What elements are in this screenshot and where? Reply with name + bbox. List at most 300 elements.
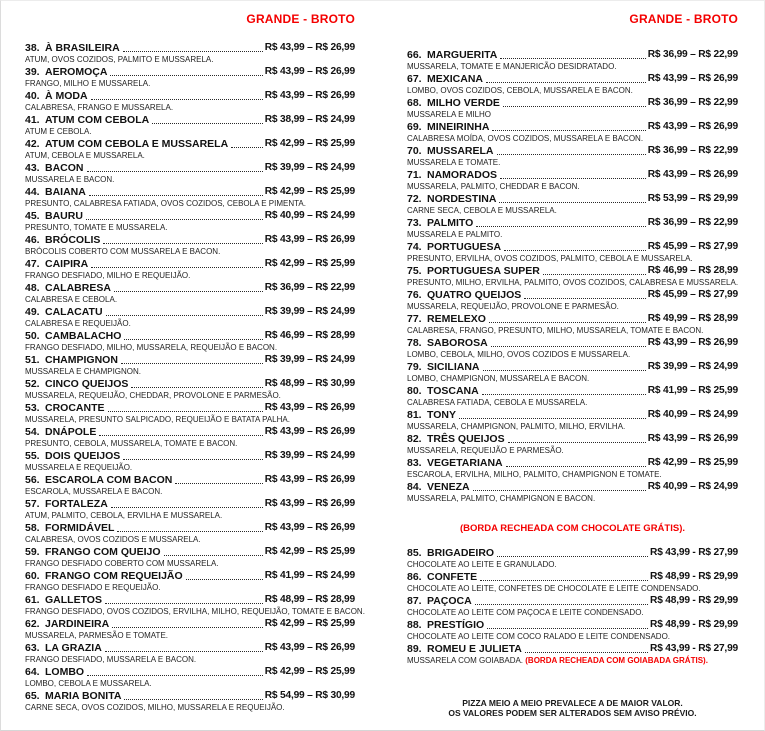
dotted-leader: [124, 339, 262, 340]
dotted-leader: [491, 346, 646, 347]
item-description: [25, 463, 355, 473]
item-price: R$ 42,99 – R$ 25,99: [264, 546, 355, 557]
menu-item-title-row: [407, 96, 738, 109]
menu-item-title-row: [407, 240, 738, 253]
menu-item: [25, 161, 355, 185]
item-description: [25, 607, 365, 617]
item-description-text: CARNE SECA, OVOS COZIDOS, MILHO, MUSSARELA E REQUEIJÃO.: [25, 703, 285, 712]
menu-item: [25, 185, 355, 209]
dotted-leader: [476, 226, 645, 227]
item-price: R$ 48,99 – R$ 30,99: [264, 378, 355, 389]
item-description: [25, 175, 355, 185]
item-price: R$ 40,99 – R$ 24,99: [264, 210, 355, 221]
menu-item: [407, 480, 738, 504]
item-number: 79.: [407, 361, 422, 373]
item-price: R$ 48,99 - R$ 29,99: [650, 619, 738, 630]
item-price: R$ 43,99 – R$ 26,99: [264, 522, 355, 533]
item-name: TONY: [427, 409, 456, 421]
item-description: [407, 374, 738, 384]
item-description: [25, 55, 355, 65]
item-number: 56.: [25, 474, 40, 486]
item-name: DNÁPOLE: [45, 426, 97, 438]
dotted-leader: [108, 411, 263, 412]
menu-item: [25, 689, 355, 713]
item-number: 77.: [407, 313, 422, 325]
item-price: R$ 36,99 – R$ 22,99: [647, 145, 738, 156]
item-price: R$ 39,99 – R$ 24,99: [264, 306, 355, 317]
item-description: [25, 247, 355, 257]
item-name: DOIS QUEIJOS: [45, 450, 121, 462]
item-number: 68.: [407, 97, 422, 109]
item-price: R$ 43,99 – R$ 26,99: [264, 642, 355, 653]
pizza-list-right: [407, 48, 738, 504]
dotted-leader: [91, 267, 263, 268]
dotted-leader: [123, 459, 262, 460]
item-description-text: ATUM, CEBOLA E MUSSARELA.: [25, 151, 145, 160]
item-description: [407, 206, 738, 216]
dotted-leader: [86, 219, 263, 220]
menu-item-title-row: [25, 161, 355, 174]
menu-item: [25, 449, 355, 473]
item-number: 50.: [25, 330, 40, 342]
item-description: [407, 110, 738, 120]
menu-item: [25, 353, 355, 377]
item-description-text: PRESUNTO, CALABRESA FATIADA, OVOS COZIDOS, CEBOLA E PIMENTA.: [25, 199, 306, 208]
item-price: R$ 46,99 – R$ 28,99: [647, 265, 738, 276]
item-price: R$ 43,99 – R$ 26,99: [264, 474, 355, 485]
dotted-leader: [106, 315, 263, 316]
item-name: MUSSARELA: [427, 145, 494, 157]
item-price: R$ 36,99 – R$ 22,99: [647, 217, 738, 228]
item-name: AEROMOÇA: [45, 66, 108, 78]
dotted-leader: [103, 243, 262, 244]
item-number: 57.: [25, 498, 40, 510]
item-price: R$ 42,99 – R$ 25,99: [647, 457, 738, 468]
item-description-text: PRESUNTO, TOMATE E MUSSARELA.: [25, 223, 168, 232]
item-name: ROMEU E JULIETA: [427, 643, 522, 655]
item-price: R$ 42,99 – R$ 25,99: [264, 138, 355, 149]
item-name: CALACATU: [45, 306, 103, 318]
menu-column-right: [407, 1, 738, 718]
item-name: PRESTÍGIO: [427, 619, 485, 631]
dotted-leader: [492, 130, 645, 131]
item-price: R$ 42,99 – R$ 25,99: [264, 186, 355, 197]
menu-item: [407, 408, 738, 432]
dotted-leader: [87, 675, 263, 676]
menu-item: [25, 281, 355, 305]
item-description-text: FRANGO DESFIADO, MILHO E REQUEIJÃO.: [25, 271, 191, 280]
item-number: 71.: [407, 169, 422, 181]
menu-item: [407, 192, 738, 216]
menu-item-title-row: [25, 329, 355, 342]
dotted-leader: [105, 651, 263, 652]
item-price: R$ 43,99 – R$ 26,99: [647, 169, 738, 180]
item-name: FRANGO COM QUEIJO: [45, 546, 161, 558]
dotted-leader: [117, 531, 262, 532]
item-description-text: MUSSARELA, TOMATE E MANJERICÃO DESIDRATADO.: [407, 62, 617, 71]
menu-item-title-row: [25, 185, 355, 198]
item-price: R$ 43,99 – R$ 26,99: [264, 90, 355, 101]
menu-item-title-row: [25, 233, 355, 246]
item-name: BAURU: [45, 210, 83, 222]
item-number: 41.: [25, 114, 40, 126]
item-description: [407, 62, 738, 72]
menu-item-title-row: [25, 305, 355, 318]
item-name: BAIANA: [45, 186, 86, 198]
dotted-leader: [131, 387, 262, 388]
item-description-text: PRESUNTO, CEBOLA, MUSSARELA, TOMATE E BACON.: [25, 439, 238, 448]
item-name: REMELEXO: [427, 313, 486, 325]
dotted-leader: [483, 370, 646, 371]
item-number: 62.: [25, 618, 40, 630]
menu-item: [25, 617, 355, 641]
menu-item: [407, 144, 738, 168]
item-number: 39.: [25, 66, 40, 78]
item-description-text: MUSSARELA, PALMITO, CHEDDAR E BACON.: [407, 182, 580, 191]
dotted-leader: [473, 490, 646, 491]
item-description-red-note: (BORDA RECHEADA COM GOIABADA GRÁTIS).: [525, 656, 708, 665]
dotted-leader: [482, 394, 646, 395]
item-name: ATUM COM CEBOLA E MUSSARELA: [45, 138, 229, 150]
menu-item: [25, 641, 355, 665]
dotted-leader: [500, 178, 646, 179]
item-description: [25, 103, 355, 113]
item-number: 63.: [25, 642, 40, 654]
item-description-text: CHOCOLATE AO LEITE COM PAÇOCA E LEITE CONDENSADO.: [407, 608, 644, 617]
item-name: PAÇOCA: [427, 595, 472, 607]
item-description-text: CALABRESA, FRANGO E MUSSARELA.: [25, 103, 174, 112]
menu-item-title-row: [407, 642, 738, 655]
item-name: PORTUGUESA: [427, 241, 502, 253]
item-description-text: MUSSARELA COM GOIABADA.: [407, 656, 526, 665]
menu-item-title-row: [407, 594, 738, 607]
menu-item: [407, 360, 738, 384]
menu-item: [25, 377, 355, 401]
item-price: R$ 38,99 – R$ 24,99: [264, 114, 355, 125]
dotted-leader: [487, 628, 648, 629]
item-description: [407, 398, 738, 408]
item-number: 89.: [407, 643, 422, 655]
item-number: 40.: [25, 90, 40, 102]
menu-item: [25, 665, 355, 689]
item-number: 61.: [25, 594, 40, 606]
item-description: [407, 350, 738, 360]
item-price: R$ 48,99 – R$ 28,99: [264, 594, 355, 605]
menu-item: [25, 425, 355, 449]
item-description-text: MUSSARELA, PRESUNTO SALPICADO, REQUEIJÃO E BATATA PALHA.: [25, 415, 290, 424]
item-number: 76.: [407, 289, 422, 301]
item-name: GALLETOS: [45, 594, 102, 606]
footer-line-2: OS VALORES PODEM SER ALTERADOS SEM AVISO PRÉVIO.: [448, 708, 697, 718]
item-number: 86.: [407, 571, 422, 583]
menu-item: [25, 209, 355, 233]
item-description: [407, 656, 738, 666]
item-description-text: ATUM E CEBOLA.: [25, 127, 92, 136]
dotted-leader: [475, 604, 648, 605]
item-name: JARDINEIRA: [45, 618, 110, 630]
item-number: 46.: [25, 234, 40, 246]
menu-item: [407, 336, 738, 360]
item-number: 47.: [25, 258, 40, 270]
item-name: MARIA BONITA: [45, 690, 122, 702]
menu-item-title-row: [25, 425, 355, 438]
menu-item: [407, 546, 738, 570]
menu-item-title-row: [25, 593, 355, 606]
item-description: [407, 470, 738, 480]
dotted-leader: [497, 556, 648, 557]
item-description-text: LOMBO, CEBOLA, MILHO, OVOS COZIDOS E MUSSARELA.: [407, 350, 631, 359]
item-description: [407, 158, 738, 168]
dotted-leader: [112, 627, 263, 628]
item-description: [25, 655, 355, 665]
menu-item-title-row: [25, 137, 355, 150]
item-description: [25, 343, 355, 353]
item-description-text: MUSSARELA, PALMITO, CHAMPIGNON E BACON.: [407, 494, 596, 503]
item-description: [25, 271, 355, 281]
item-number: 69.: [407, 121, 422, 133]
dotted-leader: [497, 154, 646, 155]
item-name: PORTUGUESA SUPER: [427, 265, 540, 277]
dotted-leader: [105, 603, 263, 604]
menu-item: [25, 257, 355, 281]
item-description: [407, 560, 738, 570]
item-price: R$ 43,99 – R$ 26,99: [264, 498, 355, 509]
menu-item: [407, 288, 738, 312]
item-description-text: CHOCOLATE AO LEITE, CONFETES DE CHOCOLATE E LEITE CONDENSADO.: [407, 584, 701, 593]
menu-item: [407, 570, 738, 594]
menu-item-title-row: [407, 384, 738, 397]
item-description-text: MUSSARELA, CHAMPIGNON, PALMITO, MILHO, ERVILHA.: [407, 422, 626, 431]
item-name: BRIGADEIRO: [427, 547, 495, 559]
dotted-leader: [175, 483, 262, 484]
menu-item-title-row: [25, 401, 355, 414]
item-name: CROCANTE: [45, 402, 105, 414]
item-description-text: BRÓCOLIS COBERTO COM MUSSARELA E BACON.: [25, 247, 221, 256]
item-description-text: CHOCOLATE AO LEITE E GRANULADO.: [407, 560, 557, 569]
item-number: 75.: [407, 265, 422, 277]
item-name: CONFETE: [427, 571, 478, 583]
dotted-leader: [121, 363, 263, 364]
item-description: [25, 295, 355, 305]
item-name: NAMORADOS: [427, 169, 497, 181]
menu-item-title-row: [25, 65, 355, 78]
item-number: 82.: [407, 433, 422, 445]
item-description: [25, 199, 355, 209]
menu-item-title-row: [25, 377, 355, 390]
menu-item-title-row: [407, 456, 738, 469]
menu-item-title-row: [407, 288, 738, 301]
item-description-text: CALABRESA FATIADA, CEBOLA E MUSSARELA.: [407, 398, 588, 407]
item-number: 52.: [25, 378, 40, 390]
dotted-leader: [123, 51, 263, 52]
item-description-text: CALABRESA, OVOS COZIDOS E MUSSARELA.: [25, 535, 201, 544]
item-description: [407, 632, 738, 642]
item-price: R$ 43,99 – R$ 26,99: [264, 402, 355, 413]
item-price: R$ 45,99 – R$ 27,99: [647, 289, 738, 300]
item-description-text: ATUM, OVOS COZIDOS, PALMITO E MUSSARELA.: [25, 55, 214, 64]
item-name: TRÊS QUEIJOS: [427, 433, 505, 445]
menu-item: [407, 72, 738, 96]
menu-item-title-row: [407, 48, 738, 61]
item-name: CAIPIRA: [45, 258, 89, 270]
menu-item-title-row: [407, 264, 738, 277]
item-number: 64.: [25, 666, 40, 678]
item-price: R$ 43,99 – R$ 26,99: [647, 433, 738, 444]
dotted-leader: [87, 171, 263, 172]
item-number: 48.: [25, 282, 40, 294]
item-price: R$ 43,99 – R$ 26,99: [647, 73, 738, 84]
item-description-text: ESCAROLA, MUSSARELA E BACON.: [25, 487, 163, 496]
item-description: [25, 679, 355, 689]
item-price: R$ 43,99 – R$ 26,99: [647, 337, 738, 348]
dotted-leader: [91, 99, 263, 100]
menu-item-title-row: [407, 408, 738, 421]
menu-item: [25, 521, 355, 545]
item-number: 88.: [407, 619, 422, 631]
dotted-leader: [506, 466, 646, 467]
item-number: 60.: [25, 570, 40, 582]
item-description-text: MUSSARELA, REQUEIJÃO E PARMESÃO.: [407, 446, 564, 455]
menu-item-title-row: [25, 113, 355, 126]
item-description-text: MUSSARELA E REQUEIJÃO.: [25, 463, 133, 472]
dotted-leader: [499, 202, 645, 203]
item-number: 51.: [25, 354, 40, 366]
item-description: [407, 278, 738, 288]
item-price: R$ 42,99 – R$ 25,99: [264, 666, 355, 677]
menu-item: [407, 48, 738, 72]
item-description: [407, 326, 738, 336]
menu-item-title-row: [407, 216, 738, 229]
pizza-list-left: [25, 41, 365, 713]
menu-item: [407, 456, 738, 480]
menu-item: [25, 137, 355, 161]
menu-item-title-row: [25, 665, 355, 678]
item-description: [407, 302, 738, 312]
item-description: [407, 134, 738, 144]
menu-item-title-row: [25, 689, 355, 702]
item-number: 80.: [407, 385, 422, 397]
item-name: ESCAROLA COM BACON: [45, 474, 173, 486]
item-description-text: FRANGO, MILHO E MUSSARELA.: [25, 79, 151, 88]
menu-item: [407, 642, 738, 666]
item-number: 73.: [407, 217, 422, 229]
menu-item-title-row: [25, 281, 355, 294]
menu-item: [25, 41, 355, 65]
item-description-text: MUSSARELA E TOMATE.: [407, 158, 501, 167]
item-number: 42.: [25, 138, 40, 150]
item-description: [25, 511, 355, 521]
menu-item: [25, 545, 355, 569]
item-price: R$ 39,99 – R$ 24,99: [264, 450, 355, 461]
menu-item: [25, 497, 355, 521]
menu-item: [25, 305, 355, 329]
item-name: À BRASILEIRA: [45, 42, 120, 54]
item-price: R$ 43,99 - R$ 27,99: [650, 643, 738, 654]
footer-line-1: PIZZA MEIO A MEIO PREVALECE A DE MAIOR VALOR.: [462, 698, 683, 708]
menu-item-title-row: [407, 360, 738, 373]
item-description: [25, 439, 355, 449]
item-number: 43.: [25, 162, 40, 174]
menu-item-title-row: [25, 257, 355, 270]
item-name: FRANGO COM REQUEIJÃO: [45, 570, 183, 582]
item-name: ATUM COM CEBOLA: [45, 114, 150, 126]
menu-item-title-row: [25, 353, 355, 366]
item-description-text: MUSSARELA, REQUEIJÃO, CHEDDAR, PROVOLONE E PARMESÃO.: [25, 391, 281, 400]
dotted-leader: [500, 58, 645, 59]
menu-item-title-row: [25, 209, 355, 222]
item-name: BRÓCOLIS: [45, 234, 101, 246]
item-description-text: CALABRESA E CEBOLA.: [25, 295, 118, 304]
item-description-text: PRESUNTO, MILHO, ERVILHA, PALMITO, OVOS COZIDOS, CALABRESA E MUSSARELA.: [407, 278, 739, 287]
item-number: 44.: [25, 186, 40, 198]
item-description-text: CALABRESA MOÍDA, OVOS COZIDOS, MUSSARELA E BACON.: [407, 134, 644, 143]
item-number: 78.: [407, 337, 422, 349]
item-number: 45.: [25, 210, 40, 222]
item-price: R$ 39,99 – R$ 24,99: [264, 162, 355, 173]
item-description-text: MUSSARELA E CHAMPIGNON.: [25, 367, 142, 376]
menu-item: [25, 329, 355, 353]
item-price: R$ 46,99 – R$ 28,99: [264, 330, 355, 341]
menu-item: [407, 96, 738, 120]
item-price: R$ 40,99 – R$ 24,99: [647, 481, 738, 492]
menu-item-title-row: [407, 432, 738, 445]
item-name: MARGUERITA: [427, 49, 498, 61]
item-description-text: CHOCOLATE AO LEITE COM COCO RALADO E LEITE CONDENSADO.: [407, 632, 671, 641]
item-description: [25, 367, 355, 377]
menu-item-title-row: [25, 545, 355, 558]
item-number: 38.: [25, 42, 40, 54]
item-description-text: CARNE SECA, CEBOLA E MUSSARELA.: [407, 206, 557, 215]
menu-item-title-row: [25, 569, 355, 582]
item-number: 74.: [407, 241, 422, 253]
item-number: 70.: [407, 145, 422, 157]
item-number: 72.: [407, 193, 422, 205]
item-number: 49.: [25, 306, 40, 318]
dotted-leader: [489, 322, 646, 323]
item-price: R$ 43,99 – R$ 26,99: [647, 121, 738, 132]
item-name: LOMBO: [45, 666, 85, 678]
item-name: LA GRAZIA: [45, 642, 102, 654]
dotted-leader: [89, 195, 263, 196]
menu-item-title-row: [25, 41, 355, 54]
item-description-text: LOMBO, CEBOLA E MUSSARELA.: [25, 679, 152, 688]
menu-item: [407, 384, 738, 408]
menu-item: [407, 168, 738, 192]
item-number: 87.: [407, 595, 422, 607]
item-price: R$ 49,99 – R$ 28,99: [647, 313, 738, 324]
item-price: R$ 41,99 – R$ 25,99: [647, 385, 738, 396]
item-description: [407, 422, 738, 432]
menu-item-title-row: [407, 480, 738, 493]
item-price: R$ 53,99 – R$ 29,99: [647, 193, 738, 204]
item-name: TOSCANA: [427, 385, 479, 397]
item-description: [407, 446, 738, 456]
item-price: R$ 48,99 - R$ 29,99: [650, 595, 738, 606]
item-price: R$ 43,99 – R$ 26,99: [264, 42, 355, 53]
item-description: [25, 415, 355, 425]
dotted-leader: [186, 579, 263, 580]
item-description: [407, 230, 738, 240]
item-price: R$ 45,99 – R$ 27,99: [647, 241, 738, 252]
dotted-leader: [525, 652, 648, 653]
item-price: R$ 41,99 – R$ 24,99: [264, 570, 355, 581]
menu-item-title-row: [25, 521, 355, 534]
item-name: CALABRESA: [45, 282, 111, 294]
item-description: [25, 535, 355, 545]
item-price: R$ 48,99 - R$ 29,99: [650, 571, 738, 582]
item-price: R$ 36,99 – R$ 22,99: [647, 97, 738, 108]
menu-item-title-row: [407, 144, 738, 157]
